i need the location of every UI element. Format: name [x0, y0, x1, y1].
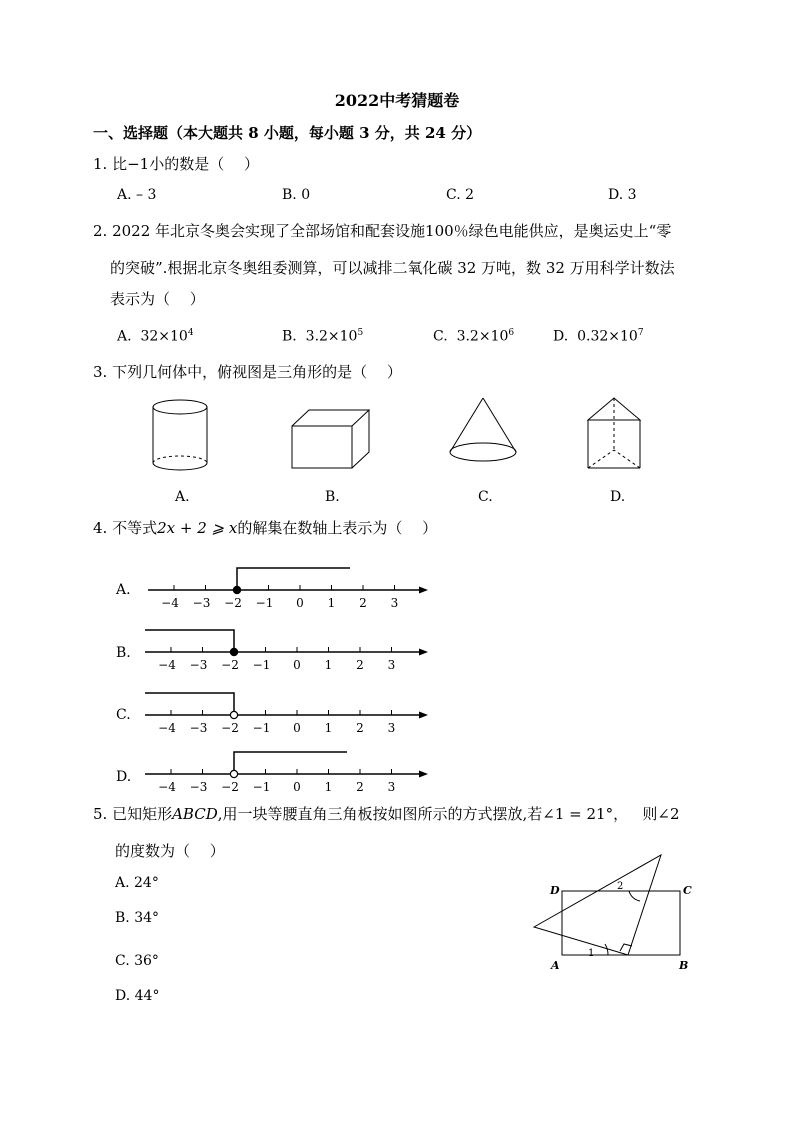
tick-label: −2: [224, 596, 242, 610]
q4-number-lines: [0, 555, 794, 795]
tick-label: 0: [293, 721, 301, 735]
question-2-line-3: 表示为（ ）: [110, 290, 205, 308]
triangular-prism-icon: [588, 398, 640, 468]
question-1-stem: 1. 比−1小的数是（ ）: [93, 155, 259, 173]
tick-label: 0: [293, 658, 301, 672]
vertex-c-label: C: [683, 884, 692, 897]
tick-label: 2: [359, 596, 367, 610]
solution-bracket: [145, 693, 234, 715]
tick-label: 1: [324, 780, 333, 794]
q2-option-b-exp: 5: [357, 328, 364, 338]
question-4-stem: 4. 不等式2x + 2 ⩾ x的解集在数轴上表示为（ ）: [93, 519, 438, 537]
open-dot: [230, 770, 237, 777]
vertex-d-label: D: [550, 884, 560, 897]
axis-arrow-icon: [419, 649, 428, 656]
tick-label: −1: [252, 721, 271, 735]
q2-option-c-exp: 6: [508, 328, 515, 338]
tick-label: −3: [192, 596, 211, 610]
q4-option-a-label: A.: [116, 582, 131, 598]
q4-option-d-label: D.: [116, 769, 132, 785]
cone-icon: [450, 398, 516, 461]
tick-label: −4: [158, 721, 176, 735]
q5-option-b: B. 34°: [115, 910, 160, 926]
vertex-b-label: B: [679, 959, 689, 972]
question-3-stem: 3. 下列几何体中，俯视图是三角形的是（ ）: [93, 363, 402, 381]
set-square-triangle: [534, 855, 661, 955]
axis-arrow-icon: [419, 587, 428, 594]
q4-option-c-label: C.: [116, 707, 131, 723]
q2-option-d: D. $0.32\times 10^7$: [553, 328, 644, 345]
question-5-line-1: 5. 已知矩形ABCD,用一块等腰直角三角板按如图所示的方式摆放,若∠1 = 21°， 则∠2: [93, 805, 680, 823]
solution-bracket: [237, 568, 350, 590]
q5-rectangle-figure: [0, 845, 794, 985]
q5-option-d: D. 44°: [115, 988, 160, 1004]
q2-option-b-base: 3.2×10: [305, 328, 358, 345]
q2-option-b: B. $3.2\times 10^5$: [282, 328, 364, 345]
q3-option-c: C.: [478, 489, 493, 505]
q5-option-a: A. 24°: [115, 875, 159, 891]
solution-bracket: [234, 752, 347, 774]
cylinder-icon: [153, 400, 207, 470]
q1-option-a: A. – 3: [117, 187, 157, 203]
angle-1-label: 1: [588, 948, 595, 959]
tick-label: −2: [221, 780, 239, 794]
tick-label: 3: [390, 596, 399, 610]
solution-bracket: [145, 630, 234, 652]
q2-option-d-exp: 7: [637, 328, 644, 338]
q3-option-a: A.: [175, 489, 190, 505]
q3-solids-figure: [0, 395, 794, 515]
tick-label: −4: [158, 780, 176, 794]
q2-option-a-base: 32×10: [140, 328, 188, 345]
tick-label: 2: [356, 721, 364, 735]
tick-label: 2: [356, 658, 364, 672]
question-5-line-2: 的度数为（ ）: [115, 842, 225, 860]
tick-label: 2: [356, 780, 364, 794]
tick-label: −4: [161, 596, 179, 610]
vertex-a-label: A: [551, 959, 560, 972]
tick-label: 1: [324, 658, 333, 672]
q1-option-d: D. 3: [608, 187, 637, 203]
tick-label: 1: [327, 596, 336, 610]
angle-1-arc: [605, 944, 608, 955]
tick-label: 1: [324, 721, 333, 735]
tick-label: −3: [189, 721, 208, 735]
q2-option-d-base: 0.32×10: [577, 328, 638, 345]
tick-label: −3: [189, 658, 208, 672]
open-dot: [230, 711, 237, 718]
tick-label: −1: [252, 658, 271, 672]
q2-option-c: C. $3.2\times 10^6$: [433, 328, 515, 345]
closed-dot: [230, 648, 237, 655]
tick-label: 3: [387, 658, 396, 672]
tick-label: 0: [296, 596, 304, 610]
page-title: 2022中考猜题卷: [334, 91, 460, 110]
q5-option-c: C. 36°: [115, 953, 159, 969]
q3-option-b: B.: [325, 489, 340, 505]
section-heading: 一、选择题（本大题共 8 小题，每小题 3 分，共 24 分）: [93, 124, 482, 142]
tick-label: −1: [255, 596, 274, 610]
q1-option-b: B. 0: [282, 187, 311, 203]
q3-option-d: D.: [610, 489, 626, 505]
tick-label: −2: [221, 721, 239, 735]
tick-label: 3: [387, 780, 396, 794]
q4-option-b-label: B.: [116, 645, 131, 661]
q1-option-c: C. 2: [446, 187, 475, 203]
cuboid-icon: [292, 410, 369, 468]
tick-label: −4: [158, 658, 176, 672]
question-2-line-2: 的突破”.根据北京冬奥组委测算，可以减排二氧化碳 32 万吨，数 32 万用科学计数法: [110, 259, 675, 277]
q2-option-c-base: 3.2×10: [456, 328, 509, 345]
closed-dot: [233, 586, 240, 593]
tick-label: −1: [252, 780, 271, 794]
q2-option-a-exp: 4: [187, 328, 194, 338]
tick-label: −2: [221, 658, 239, 672]
axis-arrow-icon: [419, 771, 428, 778]
tick-label: 0: [293, 780, 301, 794]
angle-2-arc: [629, 891, 640, 901]
tick-label: −3: [189, 780, 208, 794]
angle-2-label: 2: [617, 881, 624, 892]
tick-label: 3: [387, 721, 396, 735]
q2-option-a: A. $32\times 10^4$: [117, 328, 194, 345]
inequality: 2x + 2 ⩾ x: [157, 519, 238, 537]
axis-arrow-icon: [419, 712, 428, 719]
question-2-line-1: 2. 2022 年北京冬奥会实现了全部场馆和配套设施100％绿色电能供应，是奥运史上“零: [93, 222, 672, 240]
